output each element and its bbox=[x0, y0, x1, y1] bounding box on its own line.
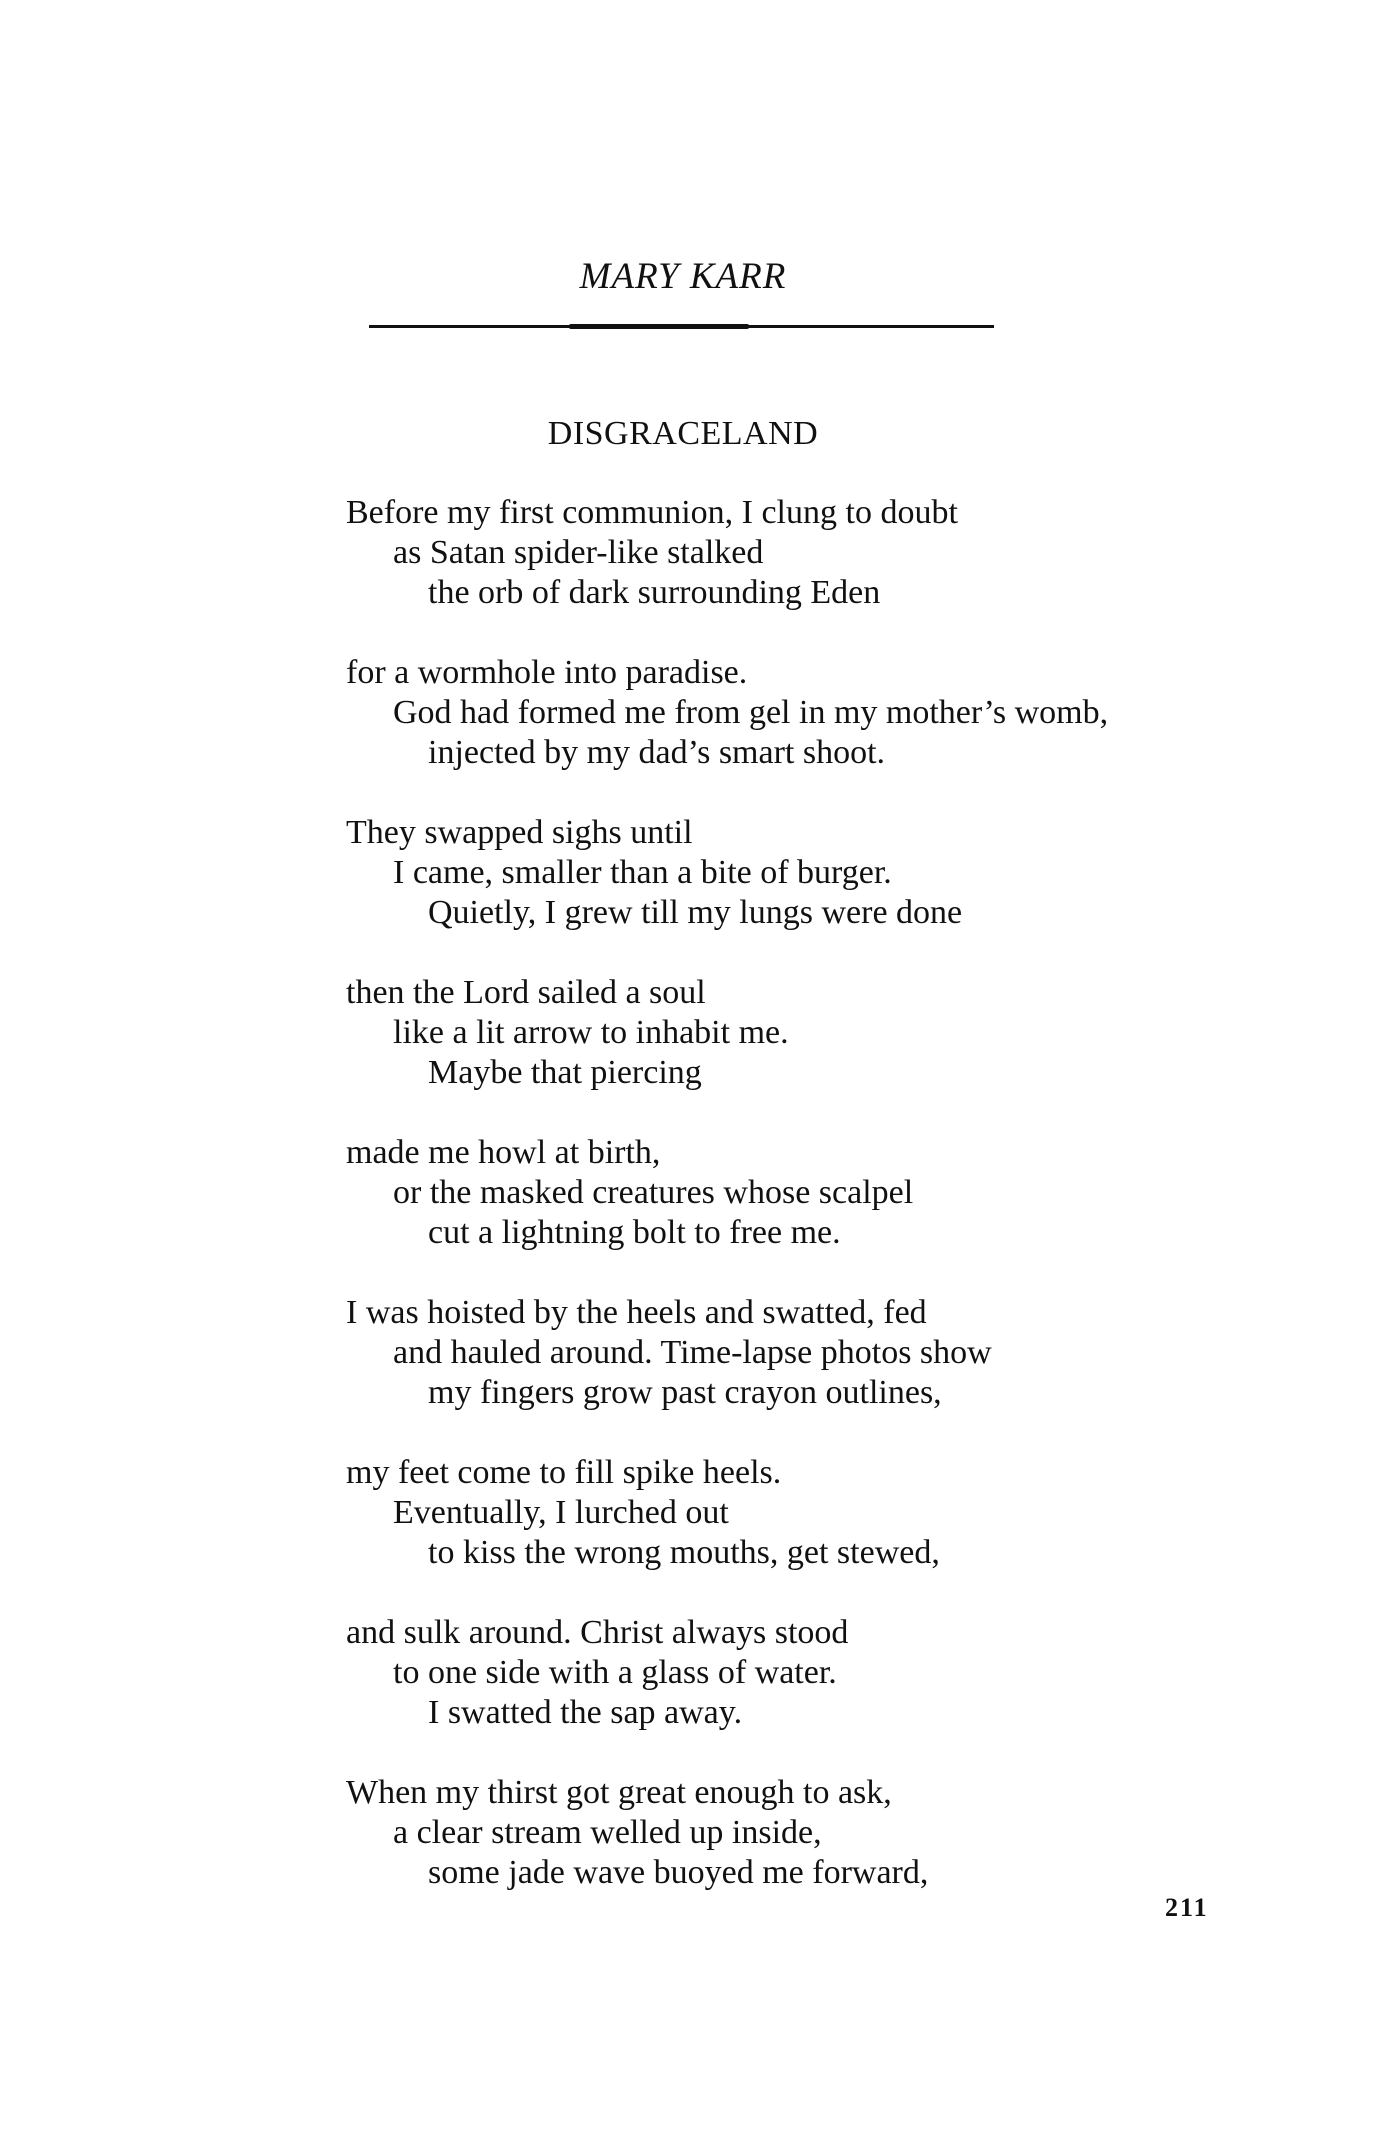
poem-line: then the Lord sailed a soul bbox=[346, 974, 706, 1011]
stanza bbox=[346, 1133, 1246, 1253]
stanza bbox=[346, 1773, 1246, 1893]
poem-line: When my thirst got great enough to ask, bbox=[346, 1774, 892, 1811]
page-number: 211 bbox=[1165, 1893, 1209, 1922]
poem-line: Eventually, I lurched out bbox=[393, 1494, 729, 1531]
poem-line: the orb of dark surrounding Eden bbox=[428, 574, 881, 611]
poem-line: as Satan spider-like stalked bbox=[393, 534, 764, 571]
poem-title: DISGRACELAND bbox=[547, 415, 819, 452]
poem-line: cut a lightning bolt to free me. bbox=[428, 1214, 841, 1251]
poem-line: They swapped sighs until bbox=[346, 814, 693, 851]
poem-line: I came, smaller than a bite of burger. bbox=[393, 854, 892, 891]
poem-line: and sulk around. Christ always stood bbox=[346, 1614, 849, 1651]
poem-line: I was hoisted by the heels and swatted, fed bbox=[346, 1294, 927, 1331]
poem-line: to one side with a glass of water. bbox=[393, 1654, 837, 1691]
poem-line: and hauled around. Time-lapse photos show bbox=[393, 1334, 992, 1371]
poem-line: Before my first communion, I clung to doubt bbox=[346, 494, 958, 531]
stanza bbox=[346, 973, 1246, 1093]
poem-line: my fingers grow past crayon outlines, bbox=[428, 1374, 942, 1411]
poem-line: Maybe that piercing bbox=[428, 1054, 702, 1091]
poem-line: or the masked creatures whose scalpel bbox=[393, 1174, 914, 1211]
poem-line: I swatted the sap away. bbox=[428, 1694, 743, 1731]
stanza bbox=[346, 813, 1246, 933]
poem-line: injected by my dad’s smart shoot. bbox=[428, 734, 886, 771]
poem-line: some jade wave buoyed me forward, bbox=[428, 1854, 929, 1891]
poem-line: God had formed me from gel in my mother’s womb, bbox=[393, 694, 1109, 731]
poem-line: made me howl at birth, bbox=[346, 1134, 661, 1171]
poem-line: for a wormhole into paradise. bbox=[346, 654, 748, 691]
stanza bbox=[346, 1453, 1246, 1573]
poem-line: a clear stream welled up inside, bbox=[393, 1814, 822, 1851]
stanza bbox=[346, 1293, 1246, 1413]
stanza bbox=[346, 1613, 1246, 1733]
author-name: MARY KARR bbox=[579, 256, 787, 297]
poem-line: like a lit arrow to inhabit me. bbox=[393, 1014, 789, 1051]
stanza bbox=[346, 653, 1246, 773]
poem-line: to kiss the wrong mouths, get stewed, bbox=[428, 1534, 940, 1571]
header-rule bbox=[369, 325, 994, 328]
poem-body bbox=[346, 493, 1246, 1933]
stanza bbox=[346, 493, 1246, 613]
poem-line: my feet come to fill spike heels. bbox=[346, 1454, 782, 1491]
poem-line: Quietly, I grew till my lungs were done bbox=[428, 894, 963, 931]
